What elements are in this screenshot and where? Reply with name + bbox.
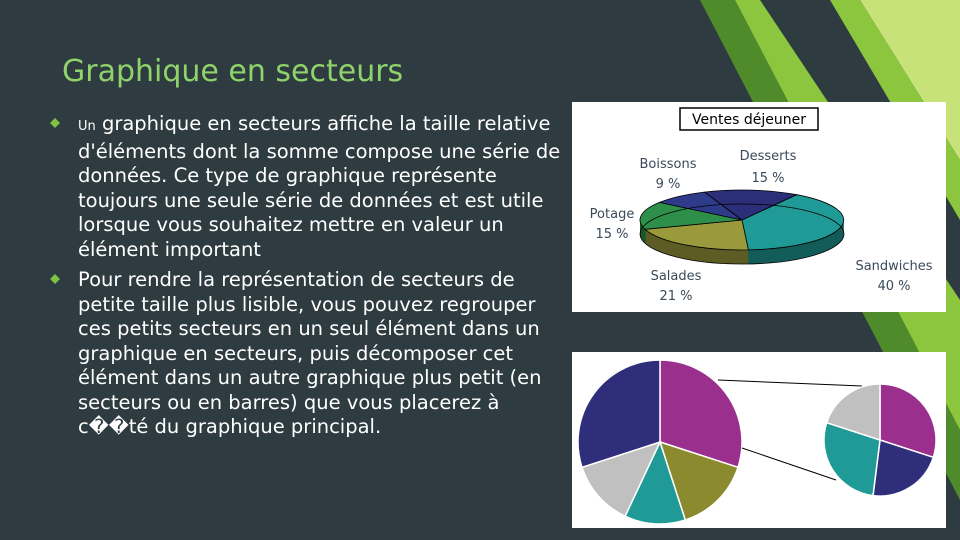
slice-category-label: Desserts: [739, 149, 797, 164]
connector-line: [718, 380, 862, 386]
lunch-sales-pie-chart: [572, 102, 946, 312]
slice-value-label: 15 %: [751, 171, 785, 186]
diamond-bullet-icon: [50, 274, 60, 284]
diamond-bullet-icon: [50, 118, 60, 128]
connector-line: [742, 448, 836, 480]
page-title: Graphique en secteurs: [62, 54, 404, 89]
slice-category-label: Potage: [589, 207, 635, 222]
bullet-list: [50, 112, 570, 446]
slice-category-label: Sandwiches: [855, 259, 933, 274]
slice-category-label: Salades: [650, 269, 702, 284]
bullet-item: [50, 268, 570, 440]
bullet-item: [50, 112, 570, 262]
bullet-text: graphique en secteurs affiche la taille relative d'éléments dont la somme compose une série de données. Ce type de graphique représente toujours une seule série de données et est utile lorsque vous souhaitez mettre en valeur un élément important: [78, 112, 561, 261]
slice-value-label: 40 %: [877, 279, 911, 294]
slice-value-label: 9 %: [655, 177, 681, 192]
chart-title: Ventes déjeuner: [692, 112, 806, 128]
pie-chart-svg: [572, 102, 946, 312]
bullet-lead: Un: [78, 119, 96, 134]
slice-category-label: Boissons: [639, 157, 697, 172]
slice-value-label: 15 %: [595, 227, 629, 242]
slice-value-label: 21 %: [659, 289, 693, 304]
bullet-text: Pour rendre la représentation de secteurs de petite taille plus lisible, vous pouvez regrouper ces petits secteurs en un seul élément dans un graphique en secteurs, puis décomposer cet élément dans un autre graphique plus petit (en secteurs ou en barres) que vous placerez à c��té du graphique principal.: [78, 268, 542, 438]
pie-of-pie-svg: [572, 352, 946, 528]
pie-of-pie-chart: [572, 352, 946, 528]
